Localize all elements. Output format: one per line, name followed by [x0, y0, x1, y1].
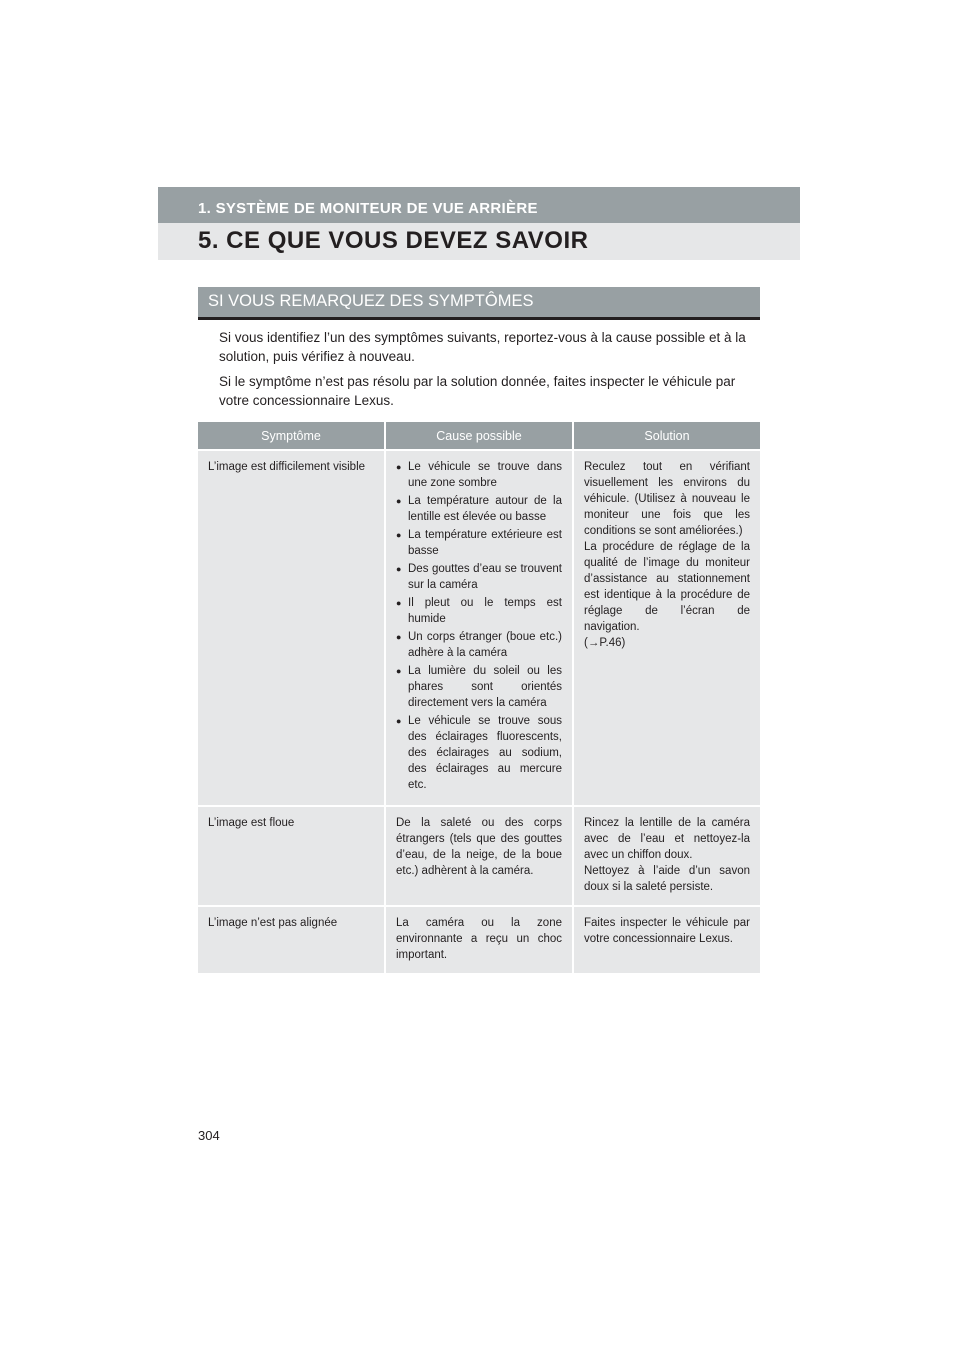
cause-item: ● La température extérieure est basse — [396, 527, 562, 559]
table-row — [198, 906, 760, 973]
chapter-strip — [158, 187, 800, 223]
chapter-title: 1. SYSTÈME DE MONITEUR DE VUE ARRIÈRE — [198, 200, 538, 217]
solution-cell — [573, 450, 760, 806]
symptom-table — [198, 422, 760, 973]
column-header-cause: Cause possible — [385, 422, 573, 450]
table-row — [198, 806, 760, 906]
column-header-solution: Solution — [573, 422, 760, 450]
cause-item: ● Le véhicule se trouve dans une zone sombre — [396, 459, 562, 491]
page-reference: (→P.46) — [584, 637, 626, 649]
intro-paragraph: Si vous identifiez l’un des symptômes suivants, reportez-vous à la cause possible et à la solution, puis vérifiez à nouveau. — [219, 330, 746, 364]
cause-cell: De la saleté ou des corps étrangers (tels que des gouttes d’eau, de la neige, de la boue etc.) adhèrent à la caméra. — [385, 806, 573, 906]
cause-list — [396, 459, 562, 793]
cause-item: ● Il pleut ou le temps est humide — [396, 595, 562, 627]
cause-item: ● Des gouttes d’eau se trouvent sur la caméra — [396, 561, 562, 593]
symptom-cell: L’image est difficilement visible — [198, 450, 385, 806]
solution-text: La procédure de réglage de la qualité de l’image du moniteur d’assistance au stationnement est identique à la procédure de réglage de l’écran de navigation. — [584, 541, 750, 633]
cause-item: ● Un corps étranger (boue etc.) adhère à la caméra — [396, 629, 562, 661]
solution-text: Reculez tout en vérifiant visuellement les environs du véhicule. (Utilisez à nouveau le moniteur une fois que les conditions se sont améliorées.) — [584, 461, 750, 537]
section-title: 5. CE QUE VOUS DEVEZ SAVOIR — [198, 227, 589, 254]
page-header — [158, 187, 800, 260]
solution-text: Nettoyez à l’aide d’un savon doux si la saleté persiste. — [584, 865, 750, 893]
solution-cell — [573, 806, 760, 906]
subheading-title: SI VOUS REMARQUEZ DES SYMPTÔMES — [208, 292, 534, 310]
subheading-bar — [198, 287, 760, 320]
symptom-cell: L’image est floue — [198, 806, 385, 906]
cause-cell — [385, 450, 573, 806]
table-row — [198, 450, 760, 806]
cause-item: ● La lumière du soleil ou les phares sont orientés directement vers la caméra — [396, 663, 562, 711]
symptom-cell: L’image n’est pas alignée — [198, 906, 385, 973]
cause-cell: La caméra ou la zone environnante a reçu un choc important. — [385, 906, 573, 973]
solution-text: Faites inspecter le véhicule par votre concessionnaire Lexus. — [584, 917, 750, 945]
page-number: 304 — [198, 1128, 220, 1143]
table-header-row — [198, 422, 760, 450]
column-header-symptom: Symptôme — [198, 422, 385, 450]
cause-item: ● Le véhicule se trouve sous des éclairages fluorescents, des éclairages au sodium, des éclairages au mercure etc. — [396, 713, 562, 793]
cause-item: ● La température autour de la lentille est élevée ou basse — [396, 493, 562, 525]
intro-paragraph: Si le symptôme n’est pas résolu par la solution donnée, faites inspecter le véhicule par votre concessionnaire Lexus. — [219, 374, 736, 408]
solution-cell — [573, 906, 760, 973]
solution-text: Rincez la lentille de la caméra avec de l’eau et nettoyez-la avec un chiffon doux. — [584, 817, 750, 861]
